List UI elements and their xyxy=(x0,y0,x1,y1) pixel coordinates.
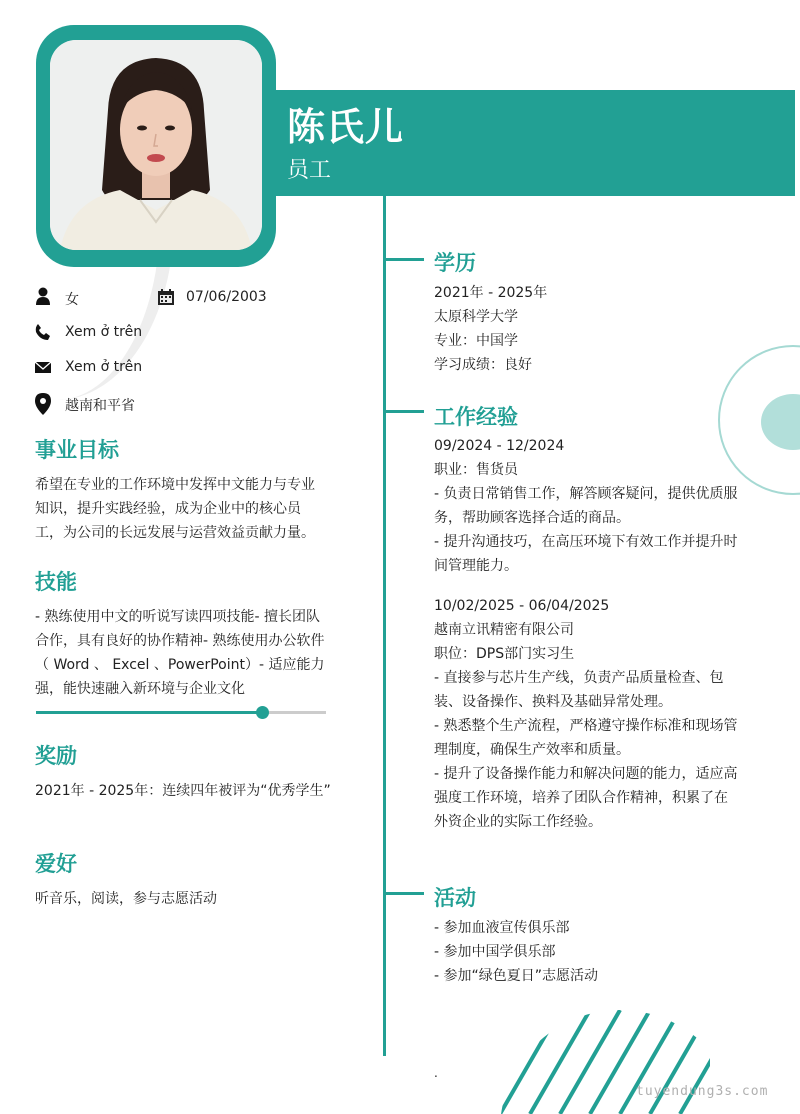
location-pin-icon xyxy=(34,392,52,416)
timeline-tick xyxy=(386,892,424,895)
footer-dot: . xyxy=(434,1066,438,1080)
skill-bar-fill xyxy=(36,711,262,714)
hobbies-title: 爱好 xyxy=(35,852,77,876)
calendar-icon xyxy=(157,288,175,306)
phone-text: Xem ở trên xyxy=(65,324,143,340)
activities-list: - 参加血液宣传俱乐部 - 参加中国学俱乐部 - 参加“绿色夏日”志愿活动 xyxy=(434,920,599,984)
profile-photo xyxy=(50,40,262,250)
timeline-tick xyxy=(386,258,424,261)
experience-title: 工作经验 xyxy=(434,405,518,429)
skill-bar-knob xyxy=(256,706,269,719)
education-title: 学历 xyxy=(434,251,476,275)
career-goal-title: 事业目标 xyxy=(35,438,119,462)
hobbies-text: 听音乐，阅读，参与志愿活动 xyxy=(35,891,217,907)
job-entry: 10/02/2025 - 06/04/2025 越南立讯精密有限公司 职位：DPS部门实习生 - 直接参与芯片生产线，负责产品质量检查、包 装、设备操作、换料及基础异常处理。 - 熟悉整个生产流程，严格遵守操作标准和现场管 理制度，确保生产效率和质量。 - 提升了设备操作能力和解决问题的能力，适应高 强度工作环境，培养了团队合作精神，积累了在 外资企业的实际工作经验。 xyxy=(434,598,738,830)
phone-icon xyxy=(34,323,52,341)
timeline-line xyxy=(383,196,386,1056)
activities-title: 活动 xyxy=(434,886,476,910)
timeline-tick xyxy=(386,410,424,413)
education-details: 2021年 - 2025年 太原科学大学 专业：中国学 学习成绩：良好 xyxy=(434,285,548,373)
skills-text: - 熟练使用中文的听说写读四项技能- 擅长团队 合作，具有良好的协作精神- 熟练使用办公软件 （ Word 、 Excel 、PowerPoint）- 适应能力 强，能快速融入新环境与企业文化 xyxy=(35,609,325,697)
awards-title: 奖励 xyxy=(35,744,77,768)
birth-date-text: 07/06/2003 xyxy=(186,289,267,305)
skills-title: 技能 xyxy=(35,570,77,594)
gender-text: 女 xyxy=(65,292,79,308)
career-goal-text: 希望在专业的工作环境中发挥中文能力与专业 知识，提升实践经验，成为企业中的核心员 工，为公司的长远发展与运营效益贡献力量。 xyxy=(35,477,315,541)
watermark: tuyendung3s.com xyxy=(636,1084,769,1099)
address-text: 越南和平省 xyxy=(65,398,135,414)
person-icon xyxy=(34,287,52,305)
email-text: Xem ở trên xyxy=(65,359,143,375)
job-entry: 09/2024 - 12/2024 职业：售货员 - 负责日常销售工作，解答顾客疑问，提供优质服 务，帮助顾客选择合适的商品。 - 提升沟通技巧，在高压环境下有效工作并提升时 间管理能力。 xyxy=(434,438,738,574)
awards-text: 2021年 - 2025年：连续四年被评为“优秀学生” xyxy=(35,783,331,799)
candidate-role: 员工 xyxy=(287,158,332,183)
email-icon xyxy=(34,359,52,377)
candidate-name: 陈氏儿 xyxy=(287,105,405,149)
